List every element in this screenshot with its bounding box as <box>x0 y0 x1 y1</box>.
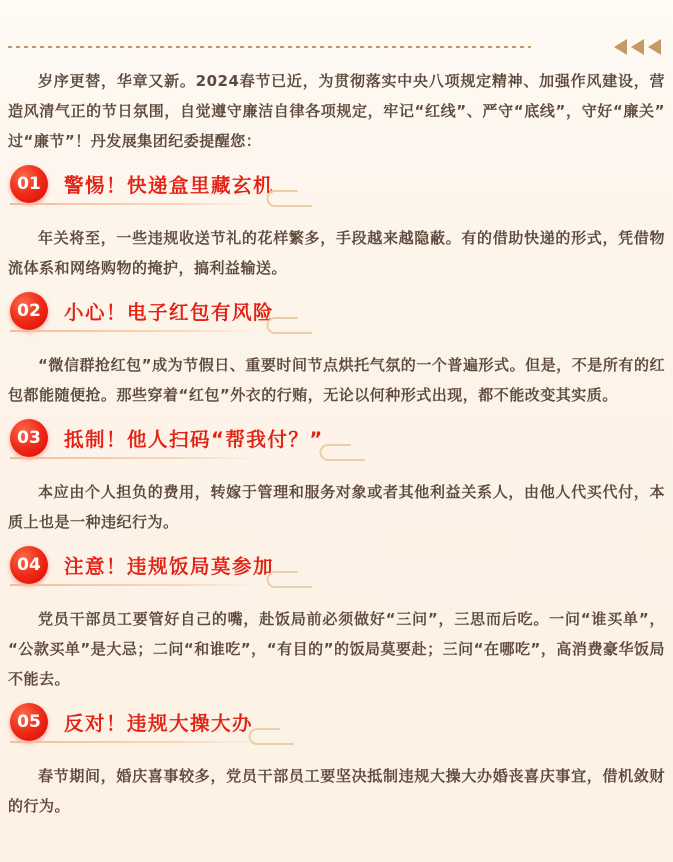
section-number-badge: 01 <box>10 165 48 203</box>
intro-paragraph: 岁序更替，华章又新。2024春节已近，为贯彻落实中央八项规定精神、加强作风建设，营造风清气正的节日氛围，自觉遵守廉洁自律各项规定，牢记“红线”、严守“底线”，守好“廉关”过“廉节”！丹发展集团纪委提醒您： <box>8 72 665 150</box>
left-triangle-icon <box>614 39 627 55</box>
section-header-02 <box>8 292 665 332</box>
top-divider <box>8 39 665 55</box>
left-triangle-icon <box>648 39 661 55</box>
title-underline <box>10 330 258 332</box>
title-underline <box>10 203 258 205</box>
dashed-line <box>8 46 531 48</box>
section-number-badge: 02 <box>10 292 48 330</box>
cloud-swirl-icon <box>263 568 315 592</box>
title-underline <box>10 584 258 586</box>
section-number-badge: 03 <box>10 419 48 457</box>
cloud-swirl-icon <box>245 725 297 749</box>
section-body: 本应由个人担负的费用，转嫁于管理和服务对象或者其他利益关系人，由他人代买代付，本质上也是一种违纪行为。 <box>8 483 665 531</box>
section-number-badge: 05 <box>10 703 48 741</box>
title-underline <box>10 457 258 459</box>
cloud-swirl-icon <box>316 441 368 465</box>
left-triangle-icon <box>631 39 644 55</box>
section-title: 抵制！他人扫码“帮我付？” <box>64 428 324 451</box>
section-header-05 <box>8 703 665 743</box>
section-title: 警惕！快递盒里藏玄机 <box>64 174 275 197</box>
section-body: 党员干部员工要管好自己的嘴，赴饭局前必须做好“三问”，三思而后吃。一问“谁买单”，“公款买单”是大忌；二问“和谁吃”，“有目的”的饭局莫要赴；三问“在哪吃”，高消费豪华饭局不能去。 <box>8 610 665 688</box>
section-header-01 <box>8 165 665 205</box>
section-header-03 <box>8 419 665 459</box>
section-title: 注意！违规饭局莫参加 <box>64 555 275 578</box>
section-body: 春节期间，婚庆喜事较多，党员干部员工要坚决抵制违规大操大办婚丧喜庆事宜，借机敛财的行为。 <box>8 767 665 815</box>
cloud-swirl-icon <box>263 187 315 211</box>
section-header-04 <box>8 546 665 586</box>
cloud-swirl-icon <box>263 314 315 338</box>
section-title: 反对！违规大操大办 <box>64 712 254 735</box>
triple-left-arrows-icon <box>614 39 661 55</box>
title-underline <box>10 741 258 743</box>
section-number-badge: 04 <box>10 546 48 584</box>
section-title: 小心！电子红包有风险 <box>64 301 275 324</box>
section-body: 年关将至，一些违规收送节礼的花样繁多，手段越来越隐蔽。有的借助快递的形式，凭借物流体系和网络购物的掩护，搞利益输送。 <box>8 229 665 277</box>
section-body: “微信群抢红包”成为节假日、重要时间节点烘托气氛的一个普遍形式。但是，不是所有的红包都能随便抢。那些穿着“红包”外衣的行贿，无论以何种形式出现，都不能改变其实质。 <box>8 356 665 404</box>
